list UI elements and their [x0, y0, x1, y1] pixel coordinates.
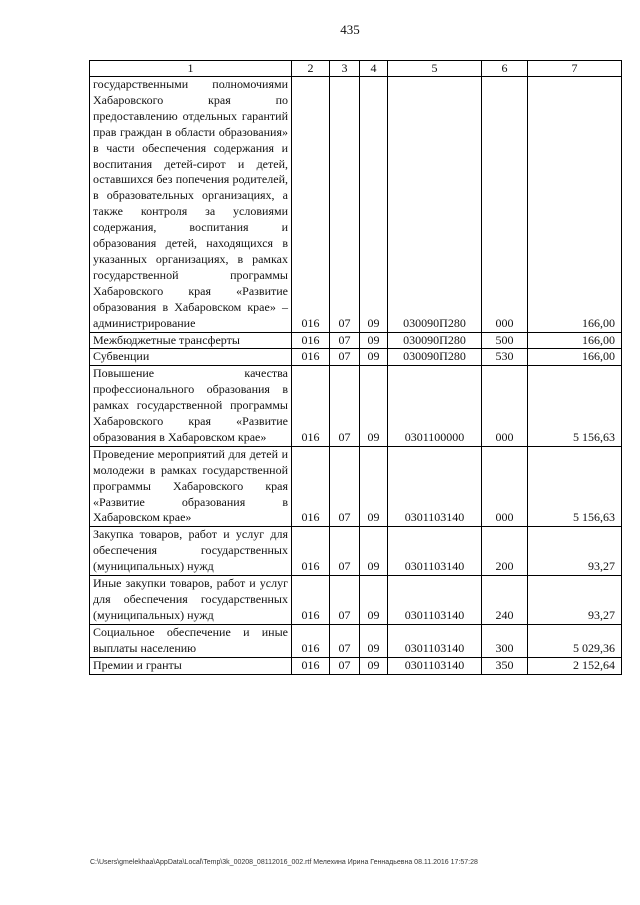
budget-table	[89, 60, 622, 675]
cell-expense-type: 000	[482, 77, 528, 333]
row-name: Проведение мероприятий для детей и молодежи в рамках государственной программы Хабаровского края «Развитие образования в Хабаровском крае»	[90, 446, 292, 527]
cell-amount: 5 156,63	[528, 446, 622, 527]
cell-expense-type: 200	[482, 527, 528, 576]
table-row	[90, 576, 622, 625]
cell-ministry: 016	[292, 349, 330, 366]
cell-subsection: 09	[360, 657, 388, 674]
cell-subsection: 09	[360, 349, 388, 366]
cell-ministry: 016	[292, 446, 330, 527]
cell-expense-type: 530	[482, 349, 528, 366]
cell-amount: 166,00	[528, 349, 622, 366]
row-name: Социальное обеспечение и иные выплаты населению	[90, 624, 292, 657]
cell-section: 07	[330, 349, 360, 366]
column-header: 1	[90, 61, 292, 77]
column-header: 4	[360, 61, 388, 77]
cell-section: 07	[330, 657, 360, 674]
cell-subsection: 09	[360, 332, 388, 349]
cell-section: 07	[330, 624, 360, 657]
cell-amount: 5 156,63	[528, 366, 622, 447]
table-row	[90, 624, 622, 657]
cell-amount: 166,00	[528, 332, 622, 349]
cell-expense-type: 240	[482, 576, 528, 625]
page-number: 435	[340, 22, 360, 37]
file-path-footer: C:\Users\gmelekhaa\AppData\Local\Temp\3k_00208_08112016_002.rtf Мелехина Ирина Геннадьевна 08.11.2016 17:57:28	[90, 859, 478, 866]
row-name: Закупка товаров, работ и услуг для обеспечения государственных (муниципальных) нужд	[90, 527, 292, 576]
row-name: государственными полномочиями Хабаровского края по предоставлению отдельных гарантий прав граждан в области образования» в части обеспечения содержания и воспитания детей-сирот и детей, оставшихся без попечения родителей, в образовательных организациях, а также контроля за условиями содержания, воспитания и образования детей, находящихся в указанных организациях, в рамках государственной программы Хабаровского края «Развитие образования в Хабаровском крае» – администрирование	[90, 77, 292, 333]
column-header: 5	[388, 61, 482, 77]
table-row	[90, 446, 622, 527]
cell-expense-type: 000	[482, 446, 528, 527]
column-header: 7	[528, 61, 622, 77]
cell-target-article: 030090П280	[388, 332, 482, 349]
cell-target-article: 0301103140	[388, 657, 482, 674]
cell-ministry: 016	[292, 332, 330, 349]
column-header: 2	[292, 61, 330, 77]
cell-section: 07	[330, 332, 360, 349]
row-name: Повышение качества профессионального образования в рамках государственной программы Хабаровского края «Развитие образования в Хабаровском крае»	[90, 366, 292, 447]
cell-ministry: 016	[292, 657, 330, 674]
table-row	[90, 527, 622, 576]
table-row	[90, 332, 622, 349]
cell-section: 07	[330, 527, 360, 576]
cell-ministry: 016	[292, 527, 330, 576]
table-row	[90, 77, 622, 333]
cell-target-article: 030090П280	[388, 77, 482, 333]
cell-amount: 93,27	[528, 576, 622, 625]
cell-target-article: 0301103140	[388, 576, 482, 625]
cell-section: 07	[330, 576, 360, 625]
cell-subsection: 09	[360, 527, 388, 576]
cell-ministry: 016	[292, 366, 330, 447]
row-name: Премии и гранты	[90, 657, 292, 674]
cell-ministry: 016	[292, 624, 330, 657]
cell-section: 07	[330, 77, 360, 333]
cell-amount: 93,27	[528, 527, 622, 576]
cell-expense-type: 000	[482, 366, 528, 447]
cell-subsection: 09	[360, 77, 388, 333]
column-header: 3	[330, 61, 360, 77]
table-row	[90, 657, 622, 674]
cell-target-article: 0301103140	[388, 527, 482, 576]
row-name: Субвенции	[90, 349, 292, 366]
cell-subsection: 09	[360, 366, 388, 447]
cell-ministry: 016	[292, 77, 330, 333]
cell-amount: 5 029,36	[528, 624, 622, 657]
table-header-row	[90, 61, 622, 77]
cell-amount: 166,00	[528, 77, 622, 333]
row-name: Межбюджетные трансферты	[90, 332, 292, 349]
cell-amount: 2 152,64	[528, 657, 622, 674]
cell-ministry: 016	[292, 576, 330, 625]
cell-target-article: 0301100000	[388, 366, 482, 447]
cell-target-article: 0301103140	[388, 624, 482, 657]
column-header: 6	[482, 61, 528, 77]
cell-subsection: 09	[360, 624, 388, 657]
table-row	[90, 366, 622, 447]
row-name: Иные закупки товаров, работ и услуг для обеспечения государственных (муниципальных) нужд	[90, 576, 292, 625]
cell-subsection: 09	[360, 576, 388, 625]
cell-expense-type: 500	[482, 332, 528, 349]
table-row	[90, 349, 622, 366]
cell-subsection: 09	[360, 446, 388, 527]
cell-section: 07	[330, 446, 360, 527]
cell-target-article: 030090П280	[388, 349, 482, 366]
cell-expense-type: 300	[482, 624, 528, 657]
cell-expense-type: 350	[482, 657, 528, 674]
cell-target-article: 0301103140	[388, 446, 482, 527]
cell-section: 07	[330, 366, 360, 447]
